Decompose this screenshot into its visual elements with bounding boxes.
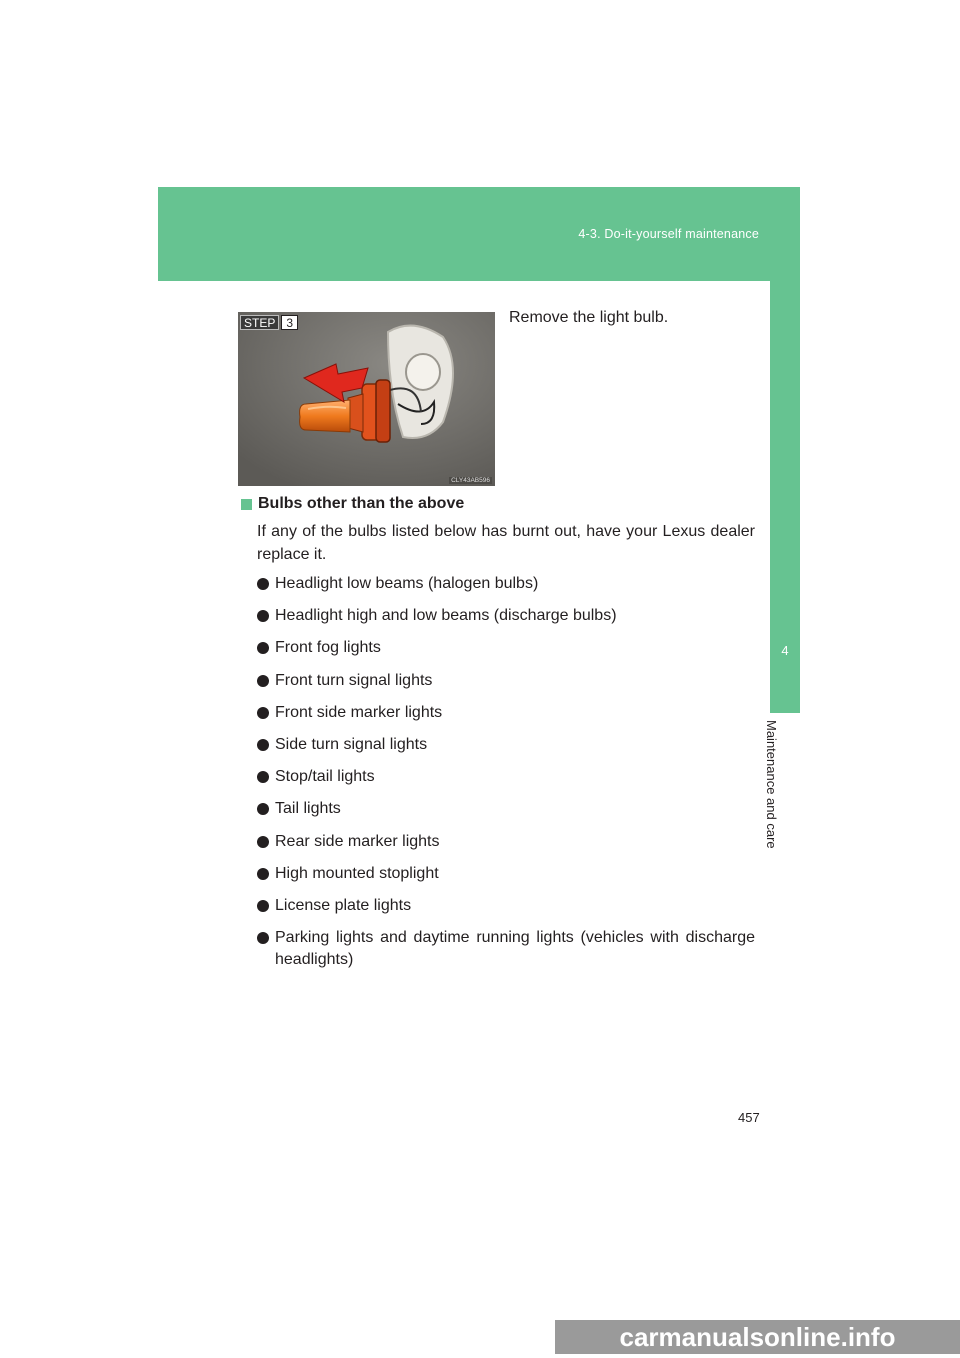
- header-band: [158, 187, 800, 281]
- figure-code: CLY43AB596: [451, 477, 490, 484]
- list-item: [257, 702, 755, 724]
- list-item: [257, 573, 755, 595]
- list-item: [257, 605, 755, 627]
- section-title: 4-3. Do-it-yourself maintenance: [578, 227, 759, 241]
- bulb-removal-illustration: [238, 312, 495, 486]
- chapter-label: [766, 720, 806, 880]
- step-badge: [240, 315, 298, 330]
- bulb-illustration-graphic: [238, 312, 495, 486]
- list-item-text: Front turn signal lights: [275, 671, 433, 689]
- list-item-text: Front side marker lights: [275, 703, 443, 721]
- bullet-dot-icon: [257, 642, 269, 654]
- bullet-dot-icon: [257, 610, 269, 622]
- bulb-list: [257, 573, 755, 981]
- chapter-label-text: Maintenance and care: [764, 720, 779, 849]
- list-item: [257, 798, 755, 820]
- list-item: [257, 766, 755, 788]
- bullet-dot-icon: [257, 868, 269, 880]
- list-item: [257, 863, 755, 885]
- bullet-dot-icon: [257, 836, 269, 848]
- list-item-text: Side turn signal lights: [275, 735, 428, 753]
- step-label: STEP: [240, 315, 279, 330]
- list-item: [257, 895, 755, 917]
- watermark[interactable]: carmanualsonline.info: [555, 1320, 960, 1354]
- list-item: [257, 670, 755, 692]
- subsection-intro: If any of the bulbs listed below has burnt out, have your Lexus dealer replace it.: [257, 523, 755, 563]
- list-item-text: Tail lights: [275, 800, 341, 818]
- subsection-heading: [241, 495, 464, 513]
- chapter-number: 4: [781, 643, 789, 658]
- list-item-text: Headlight low beams (halogen bulbs): [275, 575, 539, 592]
- list-item-text: License plate lights: [275, 896, 412, 914]
- list-item-text: Stop/tail lights: [275, 768, 375, 786]
- list-item-text: Parking lights and daytime running lights (vehicles with discharge headlights): [275, 929, 755, 969]
- list-item-text: Headlight high and low beams (discharge bulbs): [275, 607, 617, 625]
- list-item-text: High mounted stoplight: [275, 864, 439, 882]
- bullet-dot-icon: [257, 771, 269, 783]
- step-instruction: Remove the light bulb.: [509, 309, 669, 326]
- bullet-dot-icon: [257, 900, 269, 912]
- list-item-text: Front fog lights: [275, 639, 381, 657]
- subsection-heading-text: Bulbs other than the above: [258, 495, 465, 512]
- bullet-dot-icon: [257, 932, 269, 944]
- bullet-dot-icon: [257, 739, 269, 751]
- bullet-dot-icon: [257, 675, 269, 687]
- list-item: [257, 734, 755, 756]
- list-item: [257, 637, 755, 659]
- page-number: 457: [738, 1110, 760, 1125]
- list-item: [257, 831, 755, 853]
- bullet-dot-icon: [257, 707, 269, 719]
- list-item-text: Rear side marker lights: [275, 832, 440, 850]
- step-number: 3: [281, 315, 298, 330]
- bullet-dot-icon: [257, 578, 269, 590]
- bullet-dot-icon: [257, 803, 269, 815]
- chapter-tab: [770, 281, 800, 713]
- square-bullet-icon: [241, 499, 252, 510]
- list-item: [257, 927, 755, 971]
